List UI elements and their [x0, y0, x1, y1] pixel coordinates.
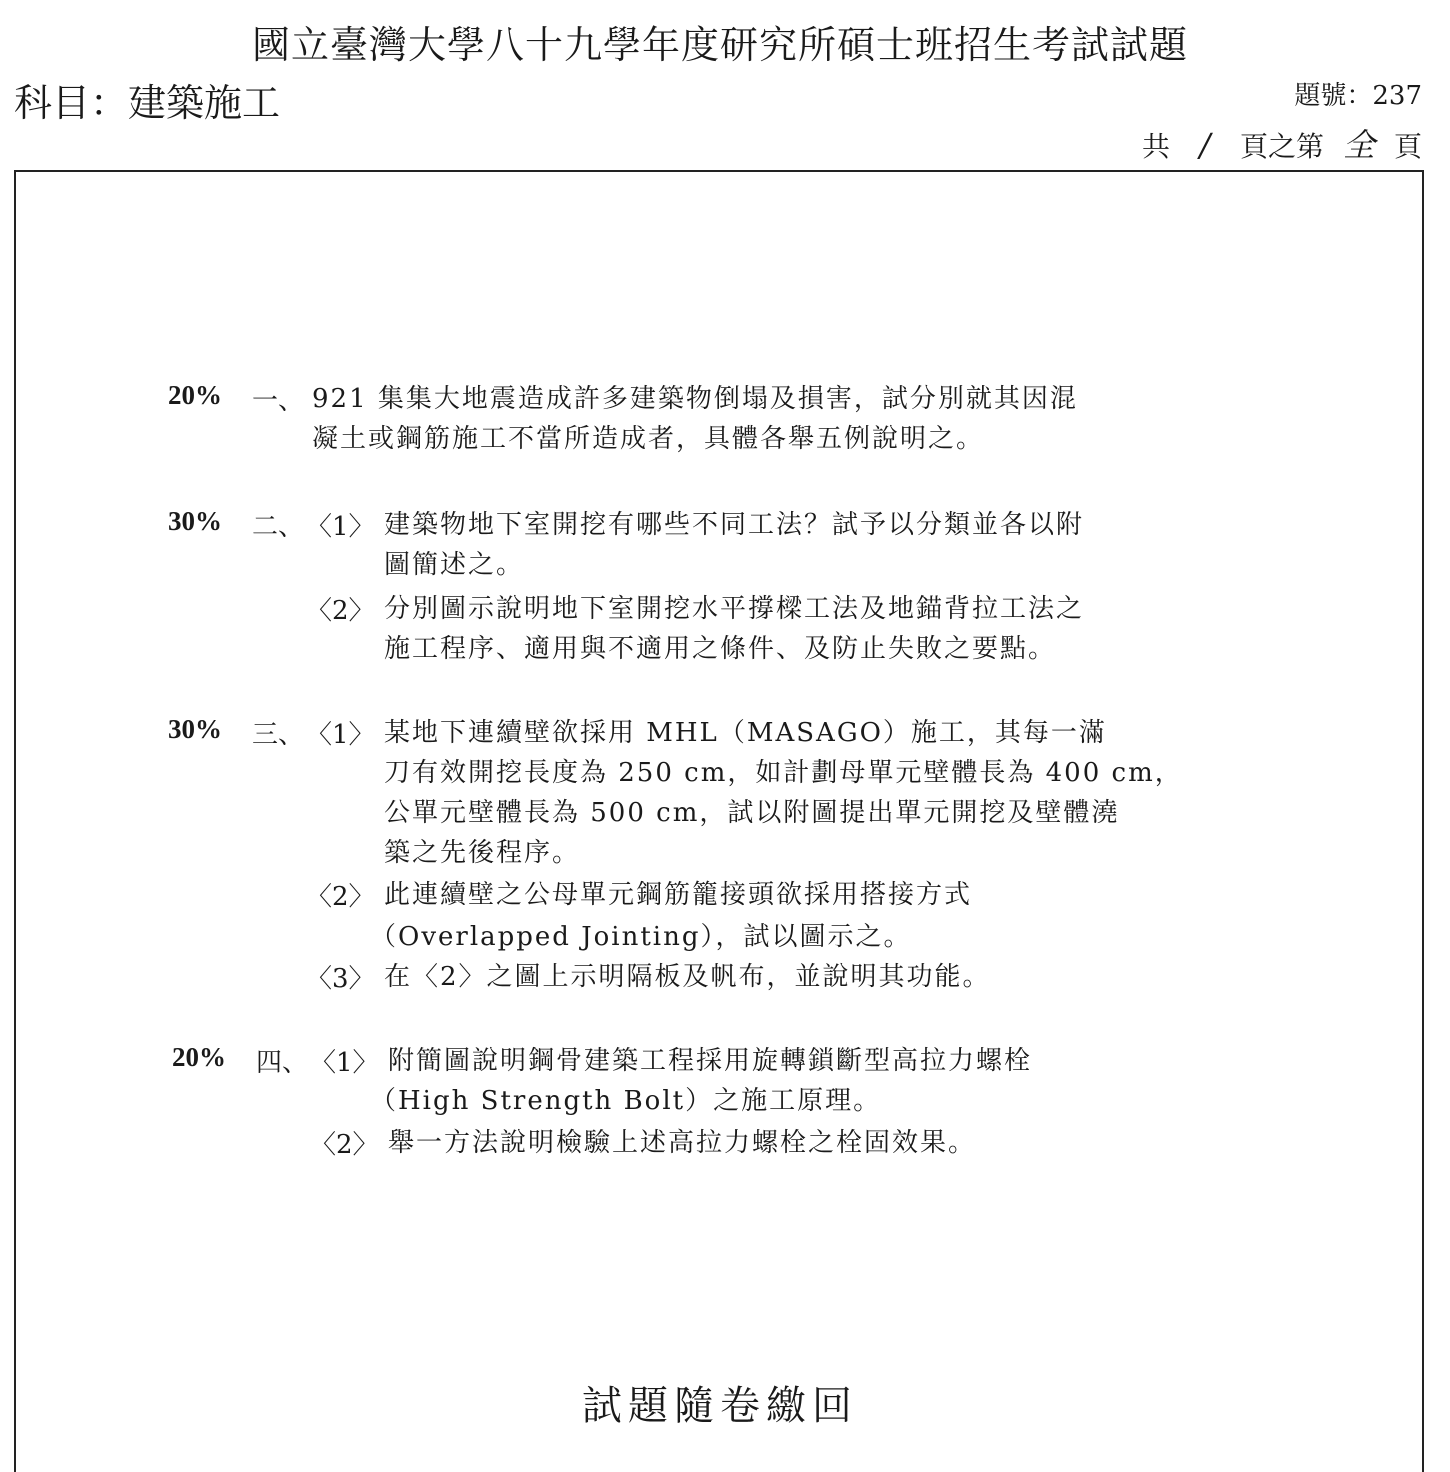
q4-percent: 20%: [172, 1042, 226, 1072]
q4-part1-line-1: 附簡圖說明鋼骨建築工程採用旋轉鎖斷型高拉力螺栓: [388, 1046, 1033, 1076]
q1-percent: 20%: [168, 380, 222, 410]
q2-part2-label: 〈2〉: [306, 596, 375, 626]
q1-line-1: 921 集集大地震造成許多建築物倒塌及損害，試分別就其因混: [312, 384, 1078, 414]
q3-percent: 30%: [168, 714, 222, 744]
question-number: 題號：237: [1294, 81, 1422, 111]
q3-part2-label: 〈2〉: [306, 882, 375, 912]
q3-marker: 三、: [252, 720, 305, 750]
q3-part3-line-1: 在〈2〉之圖上示明隔板及帆布，並說明其功能。: [384, 962, 991, 992]
page-prefix: 共: [1141, 130, 1170, 163]
page-info: [1142, 120, 1422, 166]
q3-part1-label: 〈1〉: [306, 720, 375, 750]
page-total: /: [1199, 126, 1211, 164]
page-suffix: 頁: [1393, 130, 1422, 163]
q3-part1-line-4: 築之先後程序。: [384, 838, 581, 868]
q4-marker: 四、: [256, 1048, 309, 1078]
exam-title: 國立臺灣大學八十九學年度研究所碩士班招生考試試題: [251, 23, 1188, 67]
page-current: 全: [1342, 126, 1375, 164]
subject-label: 科目：建築施工: [14, 81, 281, 125]
q2-marker: 二、: [252, 512, 305, 542]
q3-part1-line-3: 公單元壁體長為 500 cm，試以附圖提出單元開挖及壁體澆: [384, 798, 1120, 828]
return-notice: 試題隨卷繳回: [582, 1383, 858, 1429]
q4-part2-label: 〈2〉: [310, 1130, 379, 1160]
q4-part1-label: 〈1〉: [310, 1048, 379, 1078]
q2-percent: 30%: [168, 506, 222, 536]
q2-part2-line-2: 施工程序、適用與不適用之條件、及防止失敗之要點。: [384, 634, 1057, 664]
q3-part2-line-1: 此連續壁之公母單元鋼筋籠接頭欲採用搭接方式: [384, 880, 973, 910]
q2-part1-label: 〈1〉: [306, 512, 375, 542]
page-middle: 頁之第: [1239, 130, 1324, 163]
q3-part1-line-1: 某地下連續壁欲採用 MHL（MASAGO）施工，其每一滿: [384, 718, 1107, 748]
q2-part2-line-1: 分別圖示說明地下室開挖水平撐樑工法及地錨背拉工法之: [384, 594, 1085, 624]
q2-part1-line-1: 建築物地下室開挖有哪些不同工法？試予以分類並各以附: [384, 510, 1085, 540]
q1-marker: 一、: [252, 386, 305, 416]
q3-part3-label: 〈3〉: [306, 964, 375, 994]
q2-part1-line-2: 圖簡述之。: [384, 550, 525, 580]
q4-part1-line-2: （High Strength Bolt）之施工原理。: [370, 1086, 882, 1116]
q4-part2-line-1: 舉一方法說明檢驗上述高拉力螺栓之栓固效果。: [388, 1128, 977, 1158]
q1-line-2: 凝土或鋼筋施工不當所造成者，具體各舉五例說明之。: [312, 424, 985, 454]
q3-part2-line-2: （Overlapped Jointing），試以圖示之。: [370, 922, 912, 952]
q3-part1-line-2: 刀有效開挖長度為 250 cm，如計劃母單元壁體長為 400 cm，: [384, 758, 1183, 788]
